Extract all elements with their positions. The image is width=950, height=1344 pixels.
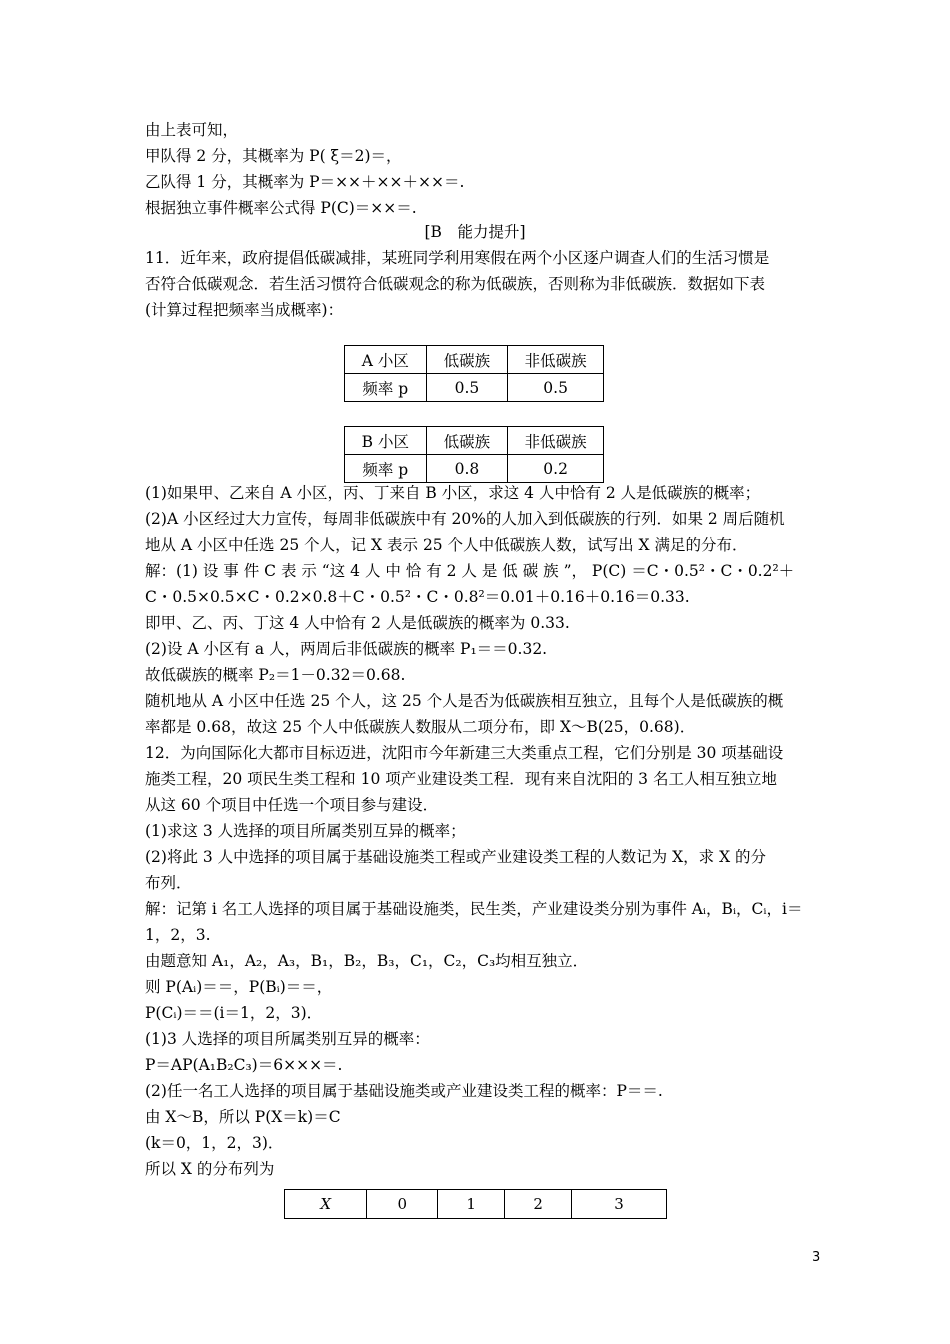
table-a-frequency (344, 345, 604, 402)
text-line: (1)求这 3 人选择的项目所属类别互异的概率； (145, 822, 466, 840)
table-cell: 0 (367, 1190, 438, 1219)
text-line: 地从 A 小区中任选 25 个人，记 X 表示 25 个人中低碳族人数，试写出 X 满足的分布． (145, 536, 748, 554)
table-row (345, 427, 604, 455)
text-line: (2)设 A 小区有 a 人，两周后非低碳族的概率 P₁＝＝0.32. (145, 640, 548, 658)
table-cell: 0.5 (508, 374, 604, 402)
text-line: 否符合低碳观念．若生活习惯符合低碳观念的称为低碳族，否则称为非低碳族．数据如下表 (145, 275, 766, 293)
text-line: 乙队得 1 分，其概率为 P＝××＋××＋××＝. (145, 173, 465, 191)
section-heading: [B 能力提升] (424, 223, 526, 241)
table-cell: 2 (505, 1190, 572, 1219)
text-line: (2)A 小区经过大力宣传，每周非低碳族中有 20%的人加入到低碳族的行列．如果 2 周后随机 (145, 510, 785, 528)
text-line: 11．近年来，政府提倡低碳减排，某班同学利用寒假在两个小区逐户调查人们的生活习惯是 (145, 249, 770, 267)
table-cell: 非低碳族 (508, 346, 604, 374)
table-cell: 低碳族 (426, 346, 508, 374)
text-line: (1)3 人选择的项目所属类别互异的概率： (145, 1030, 430, 1048)
text-line: 所以 X 的分布列为 (145, 1160, 275, 1178)
table-cell: 低碳族 (426, 427, 508, 455)
text-line: 由 X～B，所以 P(X＝k)＝C (145, 1108, 341, 1126)
text-line: 施类工程，20 项民生类工程和 10 项产业建设类工程．现有来自沈阳的 3 名工人相互独立地 (145, 770, 777, 788)
text-line: (计算过程把频率当成概率)： (145, 301, 344, 319)
text-line: (2)将此 3 人中选择的项目属于基础设施类工程或产业建设类工程的人数记为 X，求 X 的分 (145, 848, 767, 866)
text-line: 从这 60 个项目中任选一个项目参与建设． (145, 796, 439, 814)
text-line: 由题意知 A₁，A₂，A₃，B₁，B₂，B₃，C₁，C₂，C₃均相互独立． (145, 952, 589, 970)
table-row (345, 374, 604, 402)
page-number: 3 (812, 1250, 821, 1265)
table-cell: 1 (438, 1190, 505, 1219)
table-cell: 0.8 (426, 455, 508, 483)
text-line: C・0.5×0.5×C・0.2×0.8＋C・0.5²・C・0.8²＝0.01＋0.16＋0.16＝0.33. (145, 588, 690, 606)
table-cell: X (285, 1190, 367, 1219)
text-line: 率都是 0.68，故这 25 个人中低碳族人数服从二项分布，即 X～B(25，0.68)． (145, 718, 696, 736)
table-b-frequency (344, 426, 604, 483)
text-line: 即甲、乙、丙、丁这 4 人中恰有 2 人是低碳族的概率为 0.33. (145, 614, 570, 632)
text-line: P＝AP(A₁B₂C₃)＝6×××＝. (145, 1056, 343, 1074)
text-line: 根据独立事件概率公式得 P(C)＝××＝. (145, 199, 417, 217)
text-line: 故低碳族的概率 P₂＝1－0.32＝0.68. (145, 666, 406, 684)
text-line: 12．为向国际化大都市目标迈进，沈阳市今年新建三大类重点工程，它们分别是 30 项基础设 (145, 744, 784, 762)
text-line: 布列． (145, 874, 192, 892)
table-cell: 频率 p (345, 374, 427, 402)
table-row (285, 1190, 667, 1219)
text-line: (k＝0，1，2，3)． (145, 1134, 284, 1152)
text-line: 则 P(Aᵢ)＝＝，P(Bᵢ)＝＝， (145, 978, 333, 996)
text-line: 甲队得 2 分，其概率为 P( ξ＝2)＝， (145, 147, 402, 165)
text-line: 由上表可知， (145, 121, 239, 139)
table-cell: 3 (572, 1190, 667, 1219)
text-line: 1，2，3. (145, 926, 211, 944)
table-cell: 0.5 (426, 374, 508, 402)
table-cell: 频率 p (345, 455, 427, 483)
table-cell: 0.2 (508, 455, 604, 483)
table-row (345, 346, 604, 374)
table-cell: 非低碳族 (508, 427, 604, 455)
distribution-table (284, 1189, 667, 1219)
text-line: P(Cᵢ)＝＝(i＝1，2，3)． (145, 1004, 323, 1022)
table-row (345, 455, 604, 483)
text-line: 解：记第 i 名工人选择的项目属于基础设施类，民生类，产业建设类分别为事件 Aᵢ，Bᵢ，Cᵢ，i＝ (145, 900, 803, 918)
text-line: (2)任一名工人选择的项目属于基础设施类或产业建设类工程的概率：P＝＝. (145, 1082, 663, 1100)
table-cell: B 小区 (345, 427, 427, 455)
table-cell: A 小区 (345, 346, 427, 374)
text-line: 解：(1) 设 事 件 C 表 示 “这 4 人 中 恰 有 2 人 是 低 碳 族 ”， P(C) ＝C・0.5²・C・0.2²＋ (145, 562, 795, 580)
text-line: 随机地从 A 小区中任选 25 个人，这 25 个人是否为低碳族相互独立，且每个人是低碳族的概 (145, 692, 784, 710)
text-line: (1)如果甲、乙来自 A 小区，丙、丁来自 B 小区，求这 4 人中恰有 2 人是低碳族的概率； (145, 484, 761, 502)
